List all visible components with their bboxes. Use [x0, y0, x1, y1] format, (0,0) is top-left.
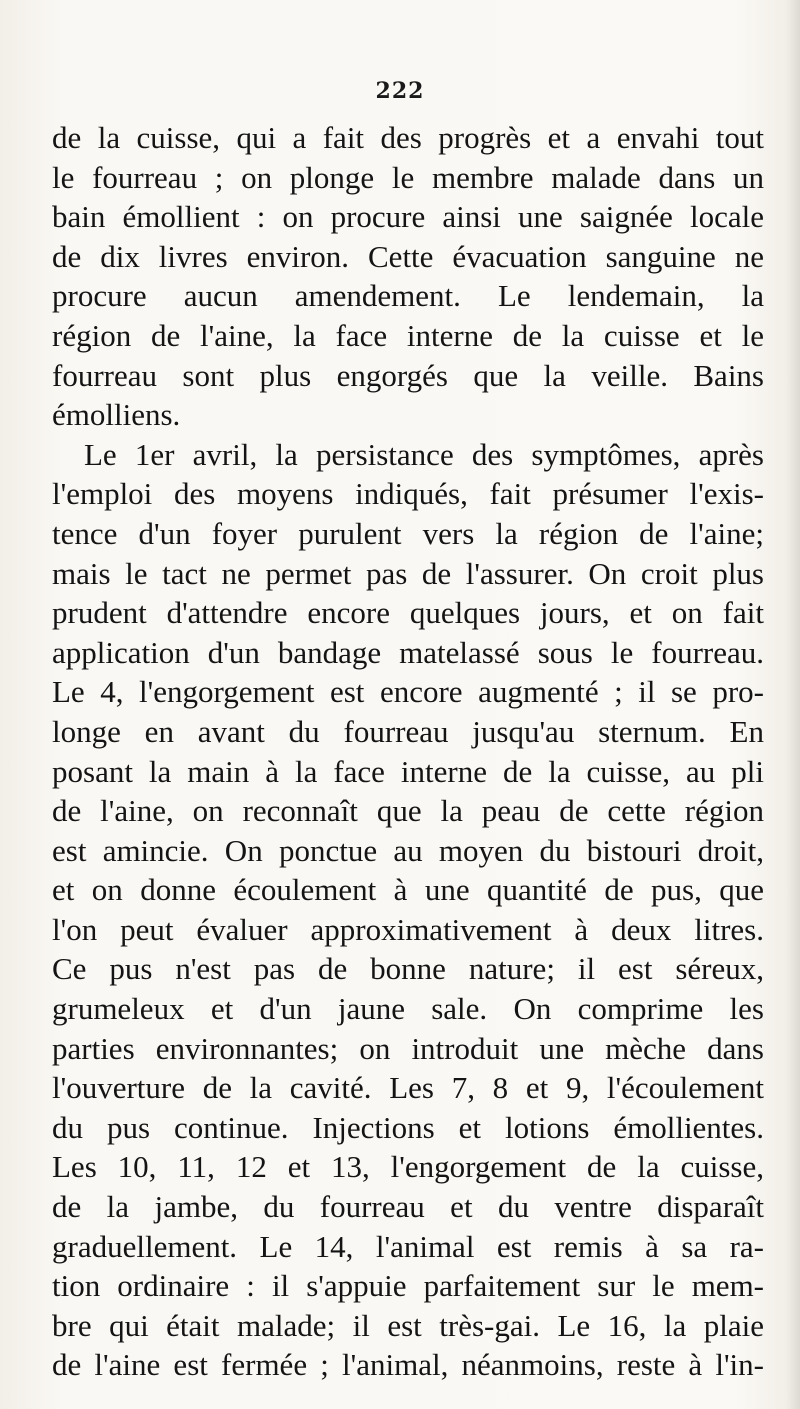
text-line: fourreau sont plus engorgés que la veille. Bains — [52, 357, 764, 393]
text-line: grumeleux et d'un jaune sale. On comprime les — [52, 991, 764, 1027]
text-line: tence d'un foyer purulent vers la région de l'aine; — [52, 515, 764, 551]
text-line: de la cuisse, qui a fait des progrès et a envahi tout — [52, 120, 764, 155]
text-line: l'ouverture de la cavité. Les 7, 8 et 9, l'écoulement — [52, 1070, 764, 1106]
text-line: et on donne écoulement à une quantité de pus, que — [52, 872, 764, 908]
text-line: le fourreau ; on plonge le membre malade dans un — [52, 159, 764, 195]
text-line: de dix livres environ. Cette évacuation sanguine ne — [52, 238, 764, 274]
text-line: tion ordinaire : il s'appuie parfaitement sur le mem- — [52, 1268, 764, 1304]
text-line: l'on peut évaluer approximativement à deux litres. — [52, 911, 764, 947]
text-line: procure aucun amendement. Le lendemain, la — [52, 278, 764, 314]
text-line: émolliens. — [52, 397, 181, 433]
page-number: 222 — [375, 78, 425, 104]
text-line: posant la main à la face interne de la cuisse, au pli — [52, 753, 764, 789]
text-line: bre qui était malade; il est très-gai. Le 16, la plaie — [52, 1307, 764, 1343]
text-line: l'emploi des moyens indiqués, fait présumer l'exis- — [52, 476, 764, 512]
text-line: parties environnantes; on introduit une mèche dans — [52, 1030, 764, 1066]
text-line: application d'un bandage matelassé sous le fourreau. — [52, 634, 764, 670]
text-line: de l'aine est fermée ; l'animal, néanmoins, reste à l'in- — [52, 1347, 764, 1383]
text-line: Ce pus n'est pas de bonne nature; il est séreux, — [52, 951, 764, 987]
text-line: mais le tact ne permet pas de l'assurer. On croit plus — [52, 555, 764, 591]
text-line: est amincie. On ponctue au moyen du bistouri droit, — [52, 832, 764, 868]
text-line: graduellement. Le 14, l'animal est remis à sa ra- — [52, 1228, 764, 1264]
text-line: prudent d'attendre encore quelques jours, et on fait — [52, 595, 764, 631]
text-line: de l'aine, on reconnaît que la peau de cette région — [52, 793, 764, 829]
text-line: région de l'aine, la face interne de la cuisse et le — [52, 317, 764, 353]
text-line: longe en avant du fourreau jusqu'au sternum. En — [52, 713, 764, 749]
text-line: Les 10, 11, 12 et 13, l'engorgement de la cuisse, — [52, 1149, 764, 1185]
text-line: du pus continue. Injections et lotions émollientes. — [52, 1109, 764, 1145]
body-text — [52, 118, 764, 1385]
text-line: de la jambe, du fourreau et du ventre disparaît — [52, 1189, 764, 1225]
text-line: bain émollient : on procure ainsi une saignée locale — [52, 199, 764, 235]
page-edge-shadow — [786, 0, 800, 1409]
paragraph-first-line: Le 1er avril, la persistance des symptômes, après — [84, 436, 764, 472]
text-line: Le 4, l'engorgement est encore augmenté ; il se pro- — [52, 674, 764, 710]
